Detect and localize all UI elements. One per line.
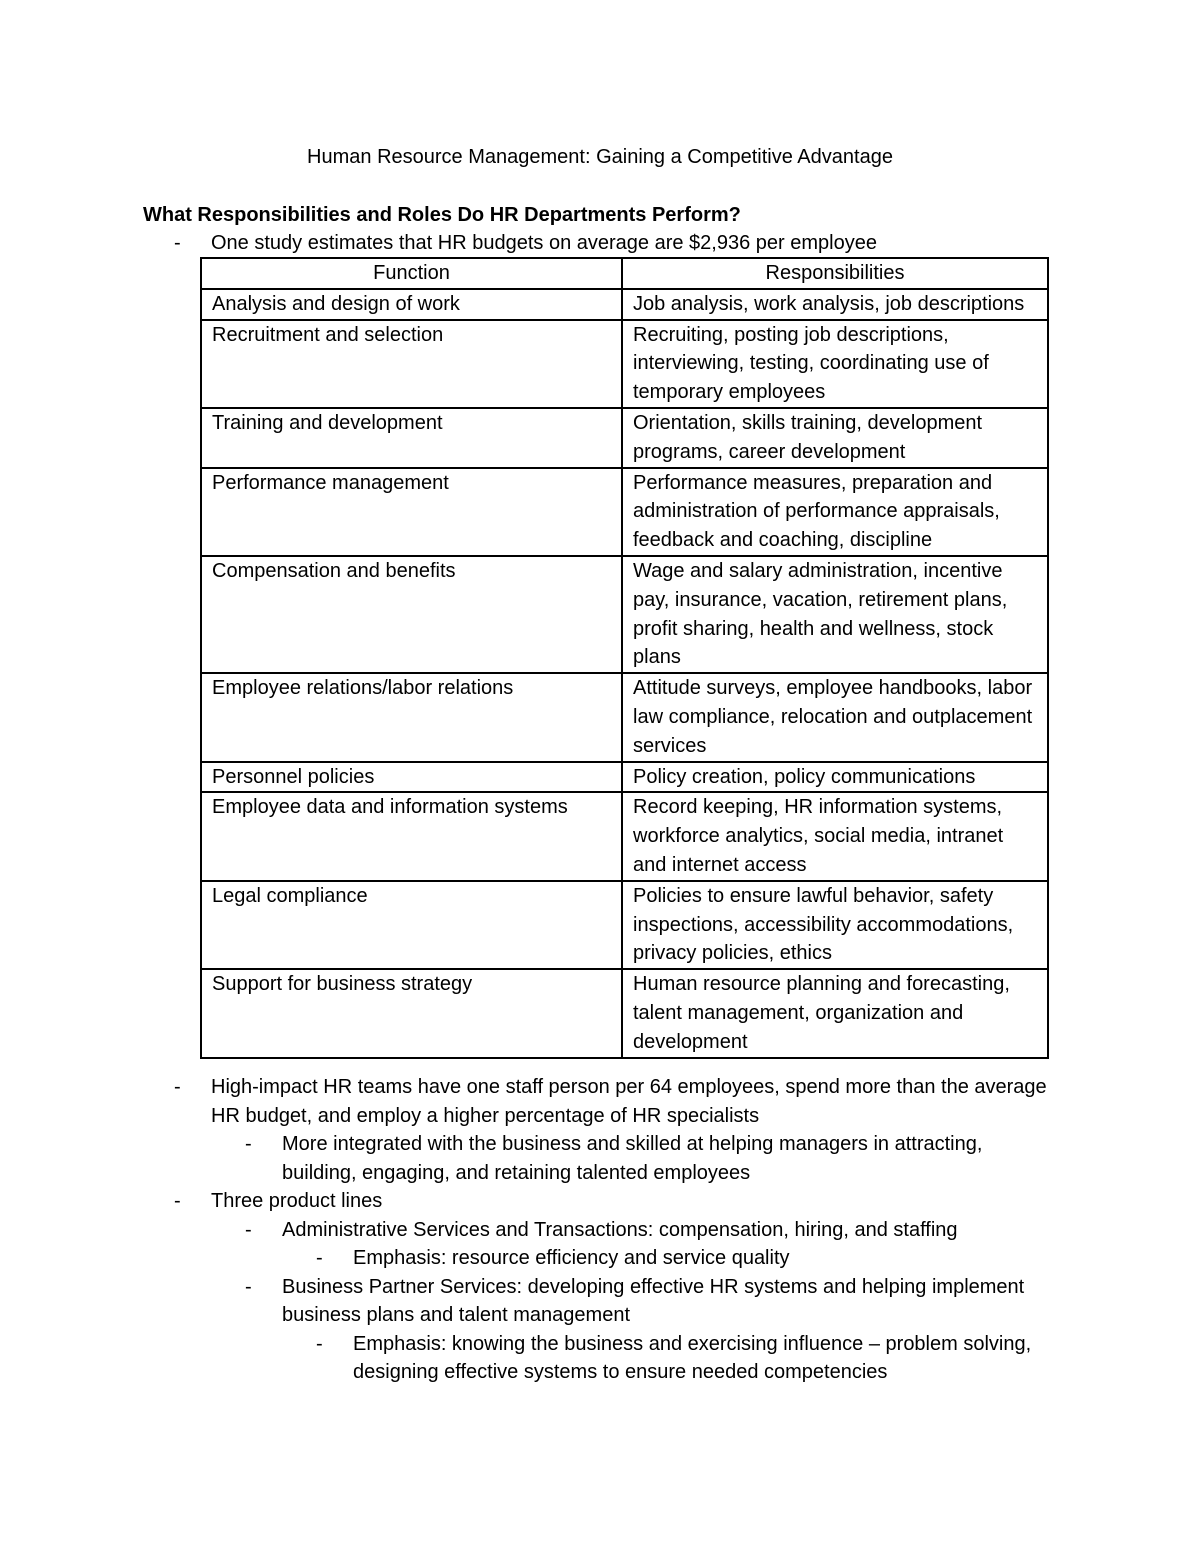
document-title: Human Resource Management: Gaining a Competitive Advantage — [307, 146, 893, 168]
responsibilities-cell: Performance measures, preparation and administration of performance appraisals, feedback and coaching, discipline — [622, 468, 1048, 556]
function-cell: Recruitment and selection — [201, 320, 622, 408]
table-row — [201, 408, 1048, 468]
bullet-partner-services: - Business Partner Services: developing effective HR systems and helping implement business plans and talent management — [245, 1273, 1054, 1330]
table-row — [201, 556, 1048, 673]
table-row — [201, 969, 1048, 1057]
bullet-high-impact: - High-impact HR teams have one staff person per 64 employees, spend more than the average HR budget, and employ a higher percentage of HR specialists — [174, 1073, 1054, 1130]
responsibilities-cell: Policy creation, policy communications — [622, 762, 1048, 793]
responsibilities-cell: Wage and salary administration, incentive pay, insurance, vacation, retirement plans, profit sharing, health and wellness, stock plans — [622, 556, 1048, 673]
function-cell: Employee relations/labor relations — [201, 673, 622, 761]
responsibilities-cell: Orientation, skills training, development programs, career development — [622, 408, 1048, 468]
responsibilities-cell: Job analysis, work analysis, job descriptions — [622, 289, 1048, 320]
bullet-integrated: - More integrated with the business and skilled at helping managers in attracting, building, engaging, and retaining talented employees — [245, 1130, 1054, 1187]
responsibilities-cell: Policies to ensure lawful behavior, safety inspections, accessibility accommodations, privacy policies, ethics — [622, 881, 1048, 969]
bullet-admin-services: - Administrative Services and Transactions: compensation, hiring, and staffing — [245, 1216, 1054, 1245]
table-row — [201, 468, 1048, 556]
function-cell: Legal compliance — [201, 881, 622, 969]
post-table-bullets — [174, 1073, 1054, 1387]
bullet-product-lines: - Three product lines — [174, 1187, 1054, 1216]
function-cell: Employee data and information systems — [201, 792, 622, 880]
table-row — [201, 762, 1048, 793]
column-header-function: Function — [201, 258, 622, 289]
function-cell: Analysis and design of work — [201, 289, 622, 320]
bullet-partner-emphasis: - Emphasis: knowing the business and exercising influence – problem solving, designing effective systems to ensure needed competencies — [316, 1330, 1054, 1387]
table-row — [201, 320, 1048, 408]
bullet-admin-emphasis: - Emphasis: resource efficiency and service quality — [316, 1244, 1054, 1273]
table-row — [201, 792, 1048, 880]
function-cell: Support for business strategy — [201, 969, 622, 1057]
responsibilities-cell: Attitude surveys, employee handbooks, labor law compliance, relocation and outplacement services — [622, 673, 1048, 761]
function-cell: Performance management — [201, 468, 622, 556]
responsibilities-cell: Recruiting, posting job descriptions, interviewing, testing, coordinating use of temporary employees — [622, 320, 1048, 408]
function-cell: Personnel policies — [201, 762, 622, 793]
function-cell: Training and development — [201, 408, 622, 468]
function-cell: Compensation and benefits — [201, 556, 622, 673]
responsibilities-cell: Record keeping, HR information systems, workforce analytics, social media, intranet and internet access — [622, 792, 1048, 880]
intro-bullet: - One study estimates that HR budgets on average are $2,936 per employee — [174, 229, 1091, 258]
column-header-responsibilities: Responsibilities — [622, 258, 1048, 289]
table-header-row — [201, 258, 1048, 289]
table-row — [201, 881, 1048, 969]
table-row — [201, 673, 1048, 761]
table-row — [201, 289, 1048, 320]
section-heading: What Responsibilities and Roles Do HR Departments Perform? — [143, 204, 741, 226]
hr-functions-table — [200, 257, 1049, 1059]
responsibilities-cell: Human resource planning and forecasting, talent management, organization and development — [622, 969, 1048, 1057]
